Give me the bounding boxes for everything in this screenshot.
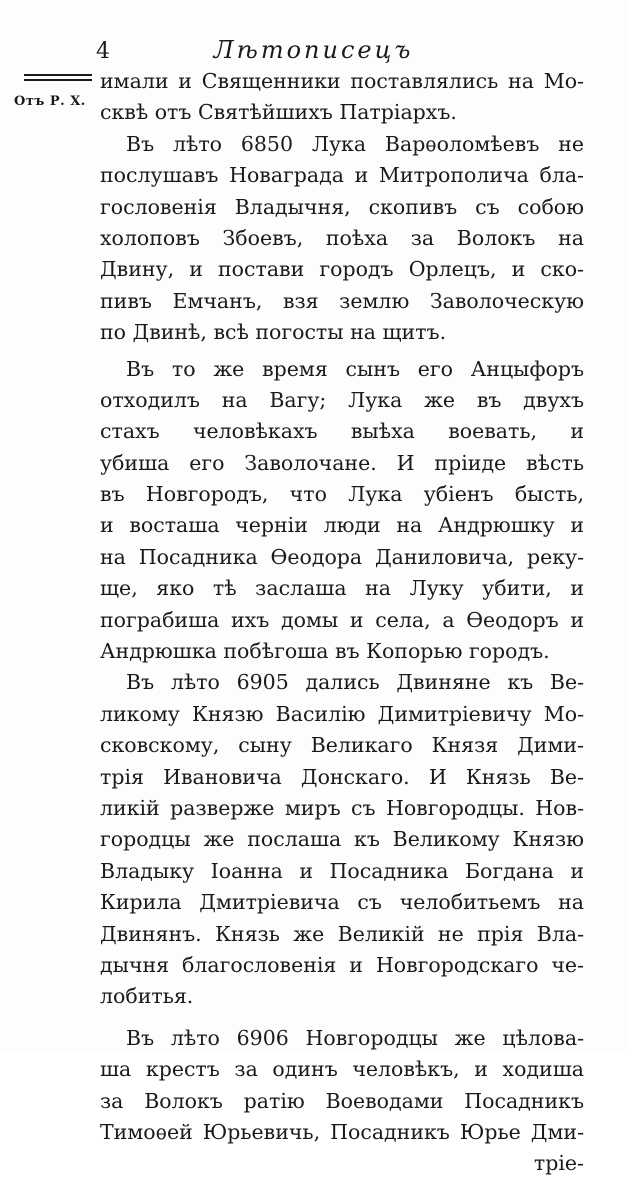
text-line: Въ лѣто 6905 дались Двиняне къ Ве- bbox=[126, 670, 584, 695]
text-line: Тимоѳей Юрьевичь, Посадникъ Юрье Дми- bbox=[100, 1119, 584, 1144]
text-line: Въ лѣто 6906 Новгородцы же цѣлова- bbox=[126, 1025, 584, 1050]
text-line: сквѣ отъ Святѣйшихъ Патріархъ. bbox=[100, 100, 457, 125]
text-line: городцы же послаша къ Великому Князю bbox=[100, 827, 584, 852]
text-line: послушавъ Новаграда и Митрополича бла- bbox=[100, 163, 584, 188]
text-line: въ Новгородъ, что Лука убіенъ бысть, bbox=[100, 482, 584, 507]
text-line: пивъ Емчанъ, взя землю Заволоческую bbox=[100, 288, 584, 313]
paragraph bbox=[100, 66, 584, 129]
paragraph bbox=[100, 1023, 584, 1149]
text-line: сковскому, сыну Великаго Князя Дими- bbox=[100, 733, 584, 758]
text-line: Кирила Дмитріевича съ челобитьемъ на bbox=[100, 890, 584, 915]
margin-note-era: Отъ Р. Х. bbox=[14, 94, 86, 109]
text-line: стахъ человѣкахъ выѣха воевать, и bbox=[100, 419, 584, 444]
text-line: ще, яко тѣ заслаша на Луку убити, и bbox=[100, 576, 584, 601]
text-line: гословенія Владычня, скопивъ съ собою bbox=[100, 194, 584, 219]
text-line: Въ то же время сынъ его Анцыфоръ bbox=[126, 356, 584, 381]
paragraph bbox=[100, 354, 584, 668]
text-line: лобитья. bbox=[100, 984, 194, 1009]
running-title: Лѣтописецъ bbox=[213, 36, 414, 64]
text-line: по Двинѣ, всѣ погосты на щитъ. bbox=[100, 320, 447, 345]
text-line: Двину, и постави городъ Орлецъ, и ско- bbox=[100, 257, 584, 282]
margin-double-rule bbox=[24, 74, 92, 86]
text-line: ша крестъ за одинъ человѣкъ, и ходиша bbox=[100, 1057, 584, 1082]
text-line: Двинянъ. Князь же Великій не прія Вла- bbox=[100, 921, 584, 946]
text-line: Андрюшка побѣгоша въ Копорью городъ. bbox=[100, 639, 550, 664]
paragraph bbox=[100, 129, 584, 349]
text-line: за Волокъ ратію Воеводами Посадникъ bbox=[100, 1088, 584, 1113]
text-line: отходилъ на Вагу; Лука же въ двухъ bbox=[100, 387, 584, 412]
paragraph bbox=[100, 667, 584, 1012]
catchword: тріе- bbox=[533, 1151, 584, 1176]
text-line: трія Ивановича Донскаго. И Князь Ве- bbox=[100, 764, 584, 789]
text-line: пограбиша ихъ домы и села, а Ѳеодоръ и bbox=[100, 607, 584, 632]
body-text bbox=[100, 66, 584, 1180]
text-line: на Посадника Ѳеодора Даниловича, реку- bbox=[100, 544, 584, 569]
text-line: ликому Князю Василію Димитріевичу Мо- bbox=[100, 701, 584, 726]
text-line: ликій разверже миръ съ Новгородцы. Нов- bbox=[100, 795, 584, 820]
text-line: дычня благословенія и Новгородскаго че- bbox=[100, 952, 584, 977]
text-line: имали и Священники поставлялись на Мо- bbox=[100, 69, 584, 93]
text-line: Владыку Іоанна и Посадника Богдана и bbox=[100, 858, 584, 883]
text-line: и восташа черніи люди на Андрюшку и bbox=[100, 513, 584, 538]
page-number: 4 bbox=[96, 39, 110, 64]
text-line: Въ лѣто 6850 Лука Варѳоломѣевъ не bbox=[126, 131, 584, 156]
text-line: убиша его Заволочане. И пріиде вѣсть bbox=[100, 450, 584, 475]
text-line: холоповъ Збоевъ, поѣха за Волокъ на bbox=[100, 225, 584, 250]
